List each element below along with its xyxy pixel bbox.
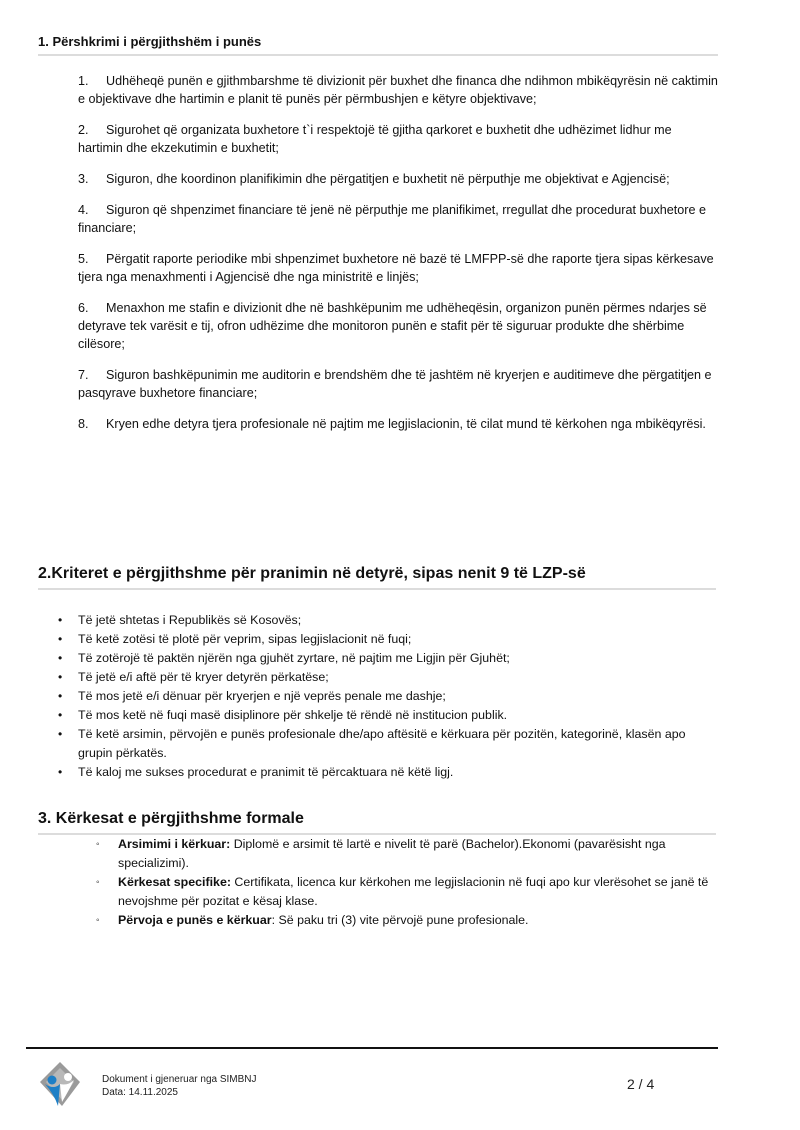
list-item: • Të jetë e/i aftë për të kryer detyrën përkatëse; — [56, 668, 718, 687]
bullet-icon: • — [58, 613, 63, 627]
bullet-icon: • — [58, 632, 63, 646]
job-description-list — [78, 72, 718, 446]
list-item: ◦ Përvoja e punës e kërkuar: Së paku tri (3) vite përvojë pune profesionale. — [94, 911, 718, 930]
list-item: ◦ Arsimimi i kërkuar: Diplomë e arsimit të lartë e nivelit të parë (Bachelor).Ekonomi (pavarësisht nga specializimi). — [96, 837, 666, 870]
requirement-label: Kërkesat specifike: — [118, 875, 231, 889]
bullet-icon: • — [58, 708, 63, 722]
bullet-icon: • — [58, 689, 63, 703]
list-item: ◦ Kërkesat specifike: Certifikata, licenca kur kërkohen me legjislacionin në fuqi apo kur vlerësohet se janë të nevojshme për pozitat e kësaj klase. — [96, 875, 709, 908]
simbnj-logo-icon — [40, 1062, 80, 1108]
generated-by-text: Dokument i gjeneruar nga SIMBNJ — [102, 1074, 257, 1085]
list-item: • Të ketë arsimin, përvojën e punës profesionale dhe/apo aftësitë e kërkuara për pozitën, kategorinë, klasën apo grupin përkatës. — [58, 727, 686, 760]
bullet-icon: • — [58, 727, 63, 741]
circle-bullet-icon: ◦ — [96, 839, 100, 850]
section-1-title: 1. Përshkrimi i përgjithshëm i punës — [38, 34, 718, 56]
list-item: • Të kaloj me sukses procedurat e pranimit të përcaktuara në këtë ligj. — [56, 763, 718, 782]
requirement-label: Përvoja e punës e kërkuar — [118, 913, 272, 927]
list-item: 2. Sigurohet që organizata buxhetore t`i respektojë të gjitha qarkoret e buxhetit dhe udhëzimet lidhur me hartimin dhe ekzekutimin e buxhetit; — [78, 123, 672, 155]
list-item: • Të zotërojë të paktën njërën nga gjuhët zyrtare, në pajtim me Ligjin për Gjuhët; — [56, 649, 718, 668]
footer-info — [102, 1073, 257, 1099]
list-item: • Të mos jetë e/i dënuar për kryerjen e një veprës penale me dashje; — [56, 687, 718, 706]
formal-requirements-list — [94, 835, 718, 930]
section-3-title: 3. Kërkesat e përgjithshme formale — [38, 810, 716, 835]
section-2-title: 2.Kriteret e përgjithshme për pranimin në detyrë, sipas nenit 9 të LZP-së — [38, 565, 716, 590]
circle-bullet-icon: ◦ — [96, 877, 100, 888]
document-date: Data: 14.11.2025 — [102, 1087, 178, 1098]
list-item: 1. Udhëheqë punën e gjithmbarshme të divizionit për buxhet dhe financa dhe ndihmon mbikëqyrësin në caktimin e objektivave dhe hartimin e planit të punës për përmbushjen e këtyre objektivave; — [78, 74, 718, 106]
bullet-icon: • — [58, 651, 63, 665]
list-item: 7. Siguron bashkëpunimin me auditorin e brendshëm dhe të jashtëm në kryerjen e auditimeve dhe përgatitjen e pasqyrave buxhetore financiare; — [78, 368, 712, 400]
list-item: • Të ketë zotësi të plotë për veprim, sipas legjislacionit në fuqi; — [56, 630, 718, 649]
requirement-label: Arsimimi i kërkuar: — [118, 837, 231, 851]
footer-divider — [26, 1047, 718, 1049]
list-item: 8. Kryen edhe detyra tjera profesionale në pajtim me legjislacionin, të cilat mund të kërkohen nga mbikëqyrësi. — [78, 417, 706, 431]
criteria-list — [56, 611, 718, 782]
list-item: • Të mos ketë në fuqi masë disiplinore për shkelje të rëndë në institucion publik. — [56, 706, 718, 725]
circle-bullet-icon: ◦ — [96, 915, 100, 926]
list-item: 4. Siguron që shpenzimet financiare të jenë në përputhje me planifikimet, rregullat dhe procedurat buxhetore e financiare; — [78, 203, 706, 235]
page-number: 2 / 4 — [627, 1076, 655, 1092]
list-item: 3. Siguron, dhe koordinon planifikimin dhe përgatitjen e buxhetit në përputhje me objektivat e Agjencisë; — [78, 172, 670, 186]
list-item: • Të jetë shtetas i Republikës së Kosovës; — [56, 611, 718, 630]
list-item: 5. Përgatit raporte periodike mbi shpenzimet buxhetore në bazë të LMFPP-së dhe raporte tjera sipas kërkesave tjera nga menaxhmenti i Agjencisë dhe nga ministritë e linjës; — [78, 252, 714, 284]
list-item: 6. Menaxhon me stafin e divizionit dhe në bashkëpunim me udhëheqësin, organizon punën përmes ndarjes së detyrave tek varësit e tij, ofron udhëzime dhe monitoron punën e stafit për të siguruar produkte dhe shërbime cilësore; — [78, 301, 707, 351]
bullet-icon: • — [58, 670, 63, 684]
bullet-icon: • — [58, 765, 63, 779]
